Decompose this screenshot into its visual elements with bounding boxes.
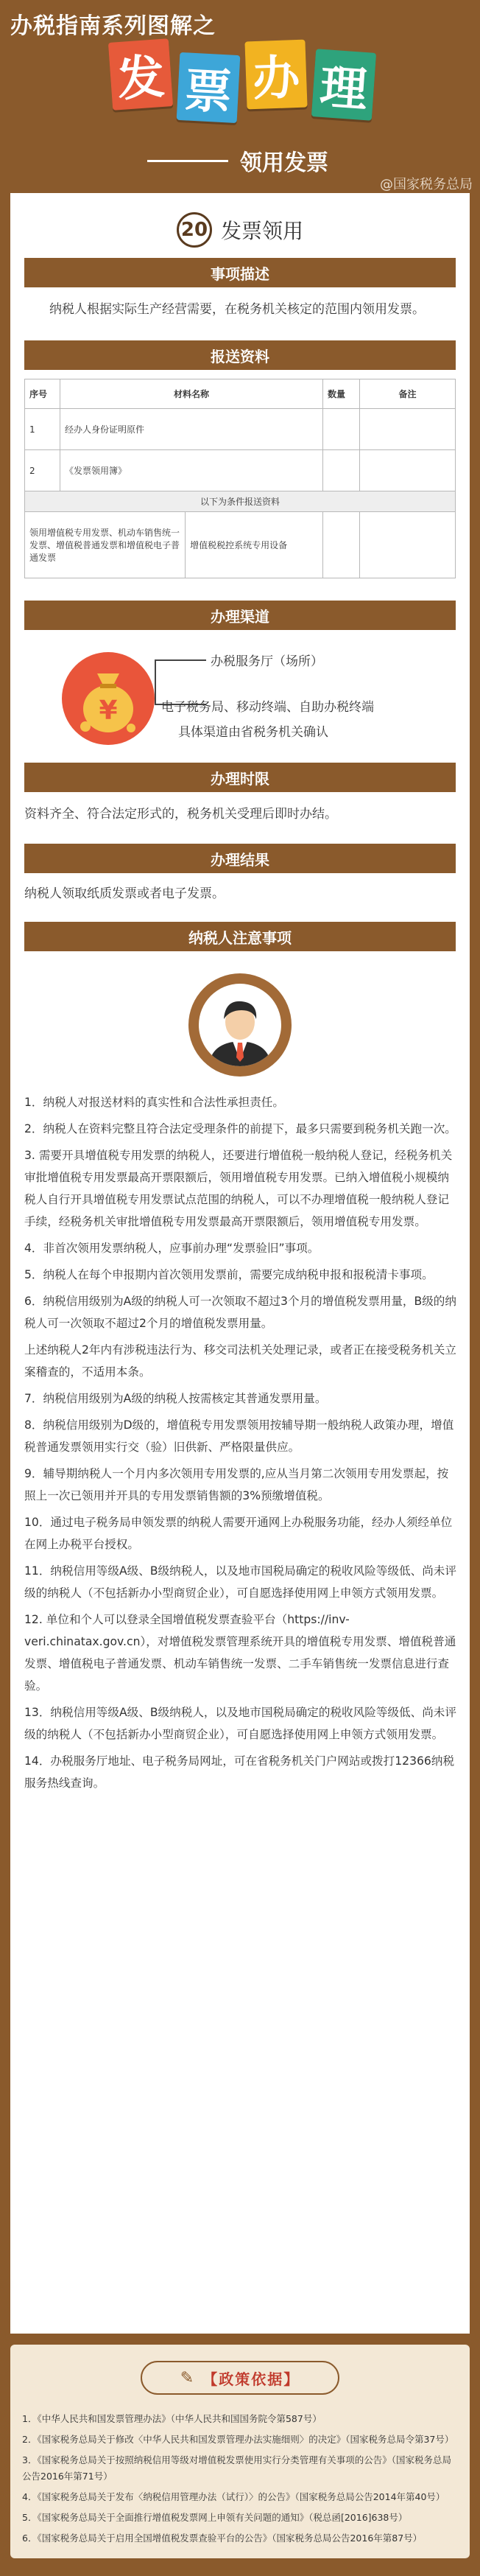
content-card <box>10 193 470 2334</box>
person-graphic <box>203 990 277 1066</box>
note-item: 13．纳税信用等级A级、B级纳税人，以及地市国税局确定的税收风险等级低、尚未评级的纳税人（不包括新办小型商贸企业），可自愿选择使用网上申领方式领用发票。 <box>24 1706 456 1741</box>
cell-note <box>360 512 456 578</box>
note-item: 7．纳税信用级别为A级的纳税人按需核定其普通发票用量。 <box>24 1392 327 1405</box>
cell-qty <box>323 409 360 450</box>
notes-list <box>24 1091 459 1794</box>
timelimit-text: 资料齐全、符合法定形式的，税务机关受理后即时办结。 <box>24 807 337 822</box>
note-item: 6．纳税信用级别为A级的纳税人可一次领取不超过3个月的增值税发票用量，B级的纳税人可一次领取不超过2个月的增值税发票用量。 <box>24 1295 456 1330</box>
money-bag-graphic <box>75 663 141 734</box>
person-icon <box>199 984 281 1066</box>
topic-title: 发票领用 <box>220 219 303 243</box>
channel-item: 具体渠道由省税务机关确认 <box>178 725 328 740</box>
svg-text:¥: ¥ <box>99 696 118 726</box>
materials-table <box>24 379 456 578</box>
subtitle-divider <box>147 160 228 162</box>
section-header-timelimit: 办理时限 <box>24 763 456 792</box>
col-header: 序号 <box>25 379 60 409</box>
title-char-tile: 理 <box>311 49 376 120</box>
cell-note <box>360 409 456 450</box>
cell-name: 《发票领用簿》 <box>60 450 323 491</box>
policy-item: 6．《国家税务总局关于启用全国增值税发票查验平台的公告》（国家税务总局公告2016年第87号） <box>22 2533 423 2544</box>
note-item: 14．办税服务厅地址、电子税务局网址，可在省税务机关门户网站或拨打12366纳税服务热线查询。 <box>24 1754 455 1790</box>
policy-title: 【政策依据】 <box>202 2370 300 2388</box>
policy-section <box>10 2345 470 2558</box>
channels-diagram <box>10 630 470 785</box>
avatar <box>188 973 292 1077</box>
money-bag-icon <box>62 652 155 745</box>
note-item: 8．纳税信用级别为D级的，增值税专用发票领用按辅导期一般纳税人政策办理，增值税普通发票领用实行交（验）旧供新、严格限量供应。 <box>24 1418 454 1454</box>
hero-banner <box>0 0 480 193</box>
policy-heading <box>141 2361 339 2395</box>
policy-item: 3．《国家税务总局关于按照纳税信用等级对增值税发票使用实行分类管理有关事项的公告》（国家税务总局公告2016年第71号） <box>22 2454 451 2482</box>
note-item: 3. 需要开具增值税专用发票的纳税人，还要进行增值税一般纳税人登记，经税务机关审批增值税专用发票最高开票限额后，领用增值税专用发票。已纳入增值税小规模纳税人自行开具增值税专用发票试点范围的纳税人，可以不办理增值税一般纳税人登记手续，经税务机关审批增值税专用发票最高开票限额后，领用增值税专用发票。 <box>24 1149 453 1228</box>
cell-no: 2 <box>25 450 60 491</box>
credit-watermark: @国家税务总局 <box>380 177 473 192</box>
note-item: 上述纳税人2年内有涉税违法行为、移交司法机关处理记录，或者正在接受税务机关立案稽查的，不适用本条。 <box>24 1343 456 1379</box>
note-item: 5．纳税人在每个申报期内首次领用发票前，需要完成纳税申报和报税清卡事项。 <box>24 1268 434 1281</box>
table-row <box>25 512 456 578</box>
result-text: 纳税人领取纸质发票或者电子发票。 <box>24 886 225 901</box>
note-item: 4．非首次领用发票纳税人，应事前办理“发票验旧”事项。 <box>24 1242 320 1255</box>
cell-no: 1 <box>25 409 60 450</box>
title-char-tile: 发 <box>108 38 173 110</box>
section-header-channels: 办理渠道 <box>24 601 456 630</box>
col-header: 备注 <box>360 379 456 409</box>
cell-qty <box>323 450 360 491</box>
connector-line <box>155 659 156 705</box>
condition-label: 以下为条件报送资料 <box>25 491 456 512</box>
policy-list <box>22 2411 458 2547</box>
table-row <box>25 450 456 491</box>
policy-item: 2．《国家税务总局关于修改〈中华人民共和国发票管理办法实施细则〉的决定》（国家税务总局令第37号） <box>22 2434 454 2445</box>
cell-qty <box>323 512 360 578</box>
section-header-description: 事项描述 <box>24 258 456 287</box>
table-row <box>25 409 456 450</box>
cell-name: 增值税税控系统专用设备 <box>186 512 323 578</box>
cell-name: 经办人身份证明原件 <box>60 409 323 450</box>
note-item: 2．纳税人在资料完整且符合法定受理条件的前提下，最多只需要到税务机关跑一次。 <box>24 1122 456 1135</box>
policy-item: 1．《中华人民共和国发票管理办法》（中华人民共和国国务院令第587号） <box>22 2413 322 2424</box>
section-header-materials: 报送资料 <box>24 340 456 370</box>
col-header: 材料名称 <box>60 379 323 409</box>
title-char-tile: 办 <box>244 40 307 110</box>
subtitle: 领用发票 <box>240 150 328 176</box>
main-title <box>110 41 374 122</box>
policy-item: 5．《国家税务总局关于全面推行增值税发票网上申领有关问题的通知》（税总函[2016]638号） <box>22 2512 408 2523</box>
title-char-tile: 票 <box>177 52 241 123</box>
channel-item: 办税服务厅（场所） <box>211 654 323 669</box>
section-header-notes: 纳税人注意事项 <box>24 922 456 951</box>
topic-heading <box>10 212 470 248</box>
note-item: 9．辅导期纳税人一个月内多次领用专用发票的,应从当月第二次领用专用发票起，按照上一次已领用并开具的专用发票销售额的3%预缴增值税。 <box>24 1467 449 1502</box>
series-title: 办税指南系列图解之 <box>10 13 216 39</box>
cell-condition: 领用增值税专用发票、机动车销售统一发票、增值税普通发票和增值税电子普通发票 <box>25 512 186 578</box>
cell-note <box>360 450 456 491</box>
col-header: 数量 <box>323 379 360 409</box>
topic-number-badge: 20 <box>177 212 212 248</box>
note-item: 1．纳税人对报送材料的真实性和合法性承担责任。 <box>24 1096 284 1109</box>
connector-line <box>155 659 206 661</box>
note-item: 11．纳税信用等级A级、B级纳税人，以及地市国税局确定的税收风险等级低、尚未评级的纳税人（不包括新办小型商贸企业），可自愿选择使用网上申领方式领用发票。 <box>24 1564 456 1600</box>
channel-item: 电子税务局、移动终端、自助办税终端 <box>161 700 374 715</box>
condition-row <box>25 491 456 512</box>
section-header-result: 办理结果 <box>24 844 456 873</box>
description-text: 纳税人根据实际生产经营需要，在税务机关核定的范围内领用发票。 <box>49 302 425 317</box>
note-item: 12. 单位和个人可以登录全国增值税发票查验平台（https://inv-veri.chinatax.gov.cn），对增值税发票管理系统开具的增值税专用发票、增值税普通发票、增值税电子普通发票、机动车销售统一发票、二手车销售统一发票信息进行查验。 <box>24 1613 456 1693</box>
note-item: 10．通过电子税务局申领发票的纳税人需要开通网上办税服务功能，经办人须经单位在网上办税平台授权。 <box>24 1516 453 1551</box>
subtitle-row <box>147 144 328 177</box>
pencil-icon: ✎ <box>180 2368 194 2387</box>
policy-item: 4．《国家税务总局关于发布〈纳税信用管理办法（试行）〉的公告》（国家税务总局公告2014年第40号） <box>22 2491 445 2502</box>
